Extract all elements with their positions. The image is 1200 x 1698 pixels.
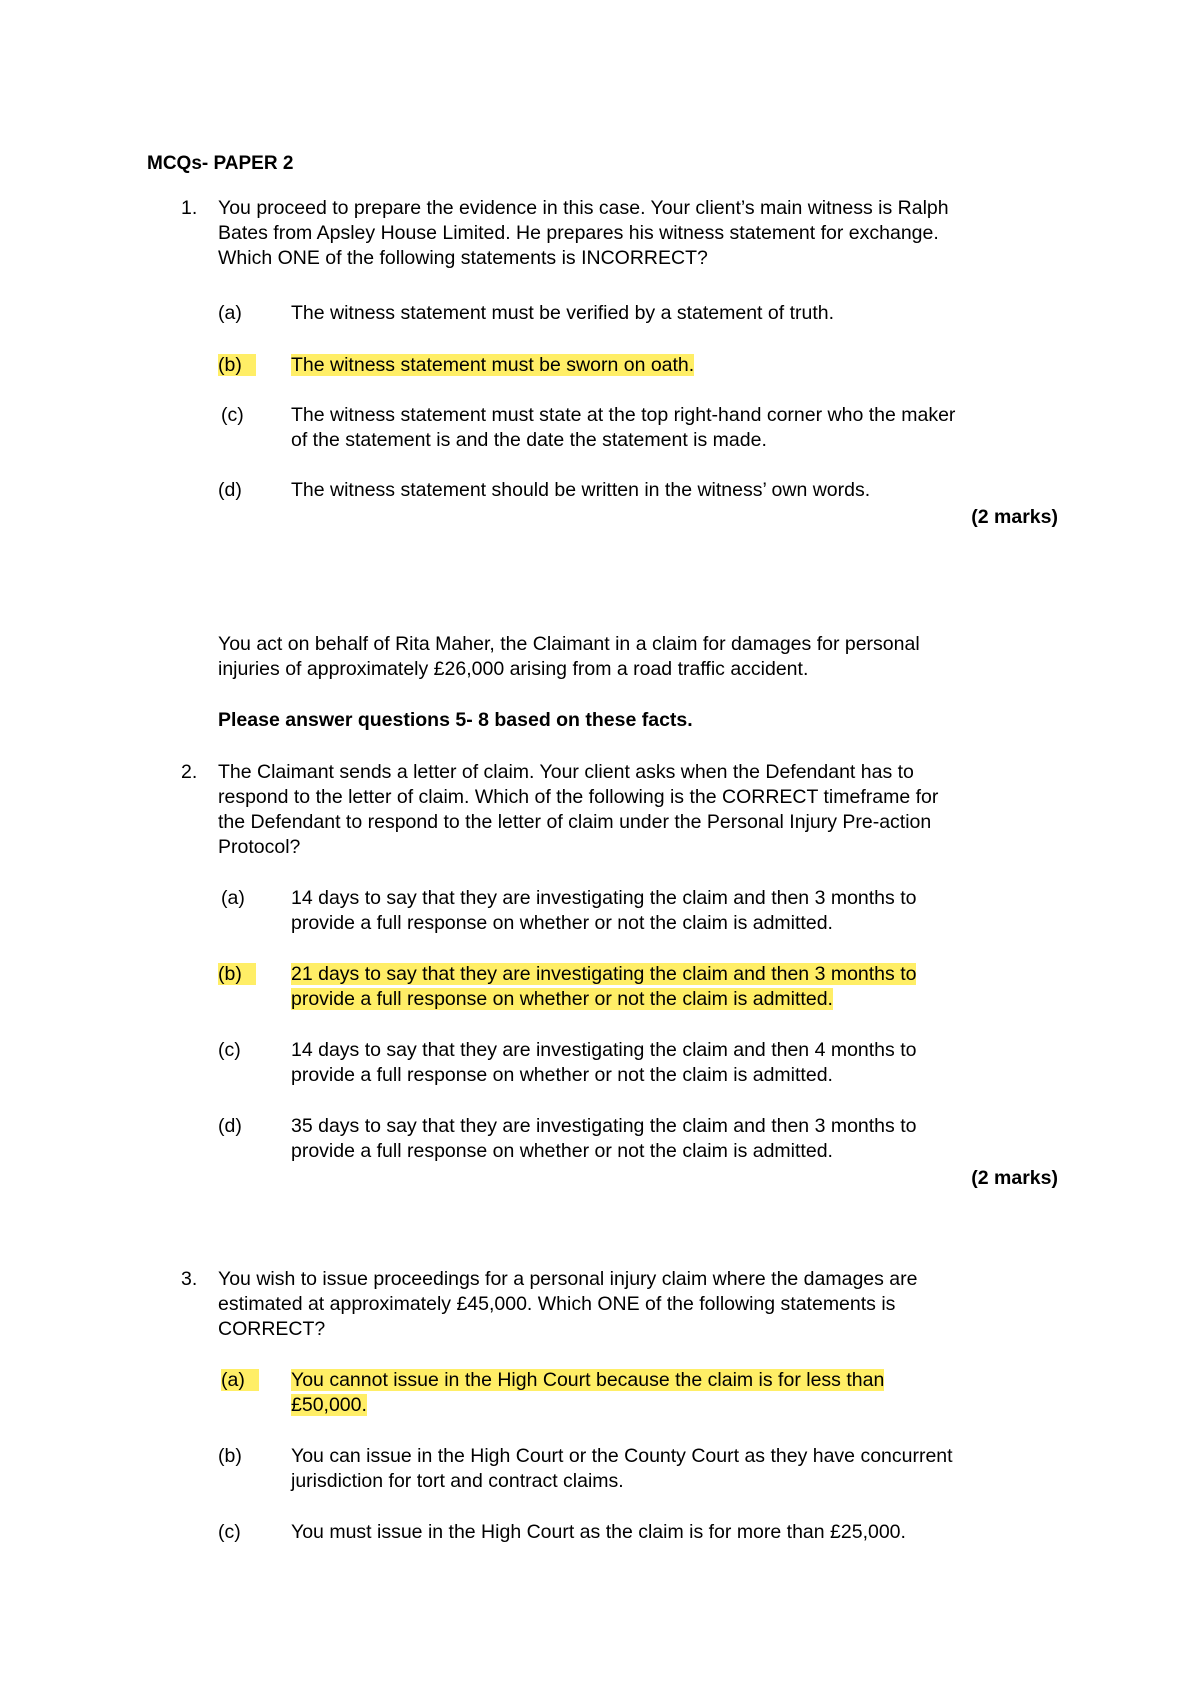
question-text-line: The Claimant sends a letter of claim. Your client asks when the Defendant has to	[218, 761, 914, 783]
option-text	[291, 962, 1071, 1012]
option-text-line: 21 days to say that they are investigating the claim and then 3 months to	[291, 963, 917, 985]
question-text-line: the Defendant to respond to the letter of claim under the Personal Injury Pre-action	[218, 811, 932, 833]
option-text	[291, 301, 1071, 326]
marks-label: (2 marks)	[971, 506, 1058, 528]
question-text-line: Which ONE of the following statements is INCORRECT?	[218, 247, 708, 269]
option-letter: (b)	[218, 962, 256, 987]
option-text-line: The witness statement must state at the top right-hand corner who the maker	[291, 404, 956, 426]
option-text	[291, 353, 1071, 378]
option-letter: (c)	[221, 404, 244, 426]
option-letter: (b)	[218, 353, 256, 378]
option-text	[291, 1444, 1071, 1494]
option-text	[291, 1038, 1071, 1088]
question-text	[218, 196, 1068, 271]
scenario-text	[218, 632, 1068, 682]
option-text	[291, 478, 1071, 503]
option-text-line: provide a full response on whether or not the claim is admitted.	[291, 1064, 833, 1086]
question-text-line: estimated at approximately £45,000. Which ONE of the following statements is	[218, 1293, 896, 1315]
option-text-line: The witness statement must be sworn on oath.	[291, 354, 695, 376]
option-text-line: £50,000.	[291, 1394, 367, 1416]
question-text-line: You proceed to prepare the evidence in this case. Your client’s main witness is Ralph	[218, 197, 949, 219]
marks-label: (2 marks)	[971, 1167, 1058, 1189]
option-text-line: provide a full response on whether or not the claim is admitted.	[291, 912, 833, 934]
option-text	[291, 1368, 1071, 1418]
option-letter: (a)	[221, 887, 245, 909]
question-text-line: Bates from Apsley House Limited. He prepares his witness statement for exchange.	[218, 222, 939, 244]
question-text-line: respond to the letter of claim. Which of the following is the CORRECT timeframe for	[218, 786, 939, 808]
option-letter: (a)	[221, 1368, 259, 1393]
question-text	[218, 1267, 1068, 1342]
scenario-line: You act on behalf of Rita Maher, the Claimant in a claim for damages for personal	[218, 633, 920, 655]
question-text	[218, 760, 1068, 860]
question-text-line: Protocol?	[218, 836, 301, 858]
option-text	[291, 403, 1071, 453]
question-text-line: You wish to issue proceedings for a personal injury claim where the damages are	[218, 1268, 918, 1290]
question-number: 3.	[181, 1268, 198, 1290]
option-text-line: 14 days to say that they are investigating the claim and then 4 months to	[291, 1039, 917, 1061]
option-text-line: You can issue in the High Court or the County Court as they have concurrent	[291, 1445, 953, 1467]
option-text-line: of the statement is and the date the statement is made.	[291, 429, 767, 451]
option-letter: (b)	[218, 1445, 242, 1467]
option-letter: (c)	[218, 1039, 241, 1061]
option-text-line: You cannot issue in the High Court because the claim is for less than	[291, 1369, 885, 1391]
option-text	[291, 1114, 1071, 1164]
option-letter: (d)	[218, 479, 242, 501]
option-text-line: You must issue in the High Court as the claim is for more than £25,000.	[291, 1521, 906, 1543]
option-text	[291, 1520, 1071, 1545]
option-text-line: The witness statement must be verified by a statement of truth.	[291, 302, 835, 324]
option-text-line: jurisdiction for tort and contract claims.	[291, 1470, 624, 1492]
question-number: 1.	[181, 197, 198, 219]
option-text-line: 14 days to say that they are investigating the claim and then 3 months to	[291, 887, 917, 909]
option-text	[291, 886, 1071, 936]
scenario-line: injuries of approximately £26,000 arising from a road traffic accident.	[218, 658, 809, 680]
option-text-line: provide a full response on whether or not the claim is admitted.	[291, 1140, 833, 1162]
question-number: 2.	[181, 761, 198, 783]
option-letter: (a)	[218, 302, 242, 324]
option-text-line: The witness statement should be written in the witness’ own words.	[291, 479, 871, 501]
document-title: MCQs- PAPER 2	[147, 153, 294, 174]
scenario-instruction: Please answer questions 5- 8 based on these facts.	[218, 709, 693, 731]
question-text-line: CORRECT?	[218, 1318, 326, 1340]
option-letter: (d)	[218, 1115, 242, 1137]
option-letter: (c)	[218, 1521, 241, 1543]
option-text-line: provide a full response on whether or not the claim is admitted.	[291, 988, 833, 1010]
option-text-line: 35 days to say that they are investigating the claim and then 3 months to	[291, 1115, 917, 1137]
